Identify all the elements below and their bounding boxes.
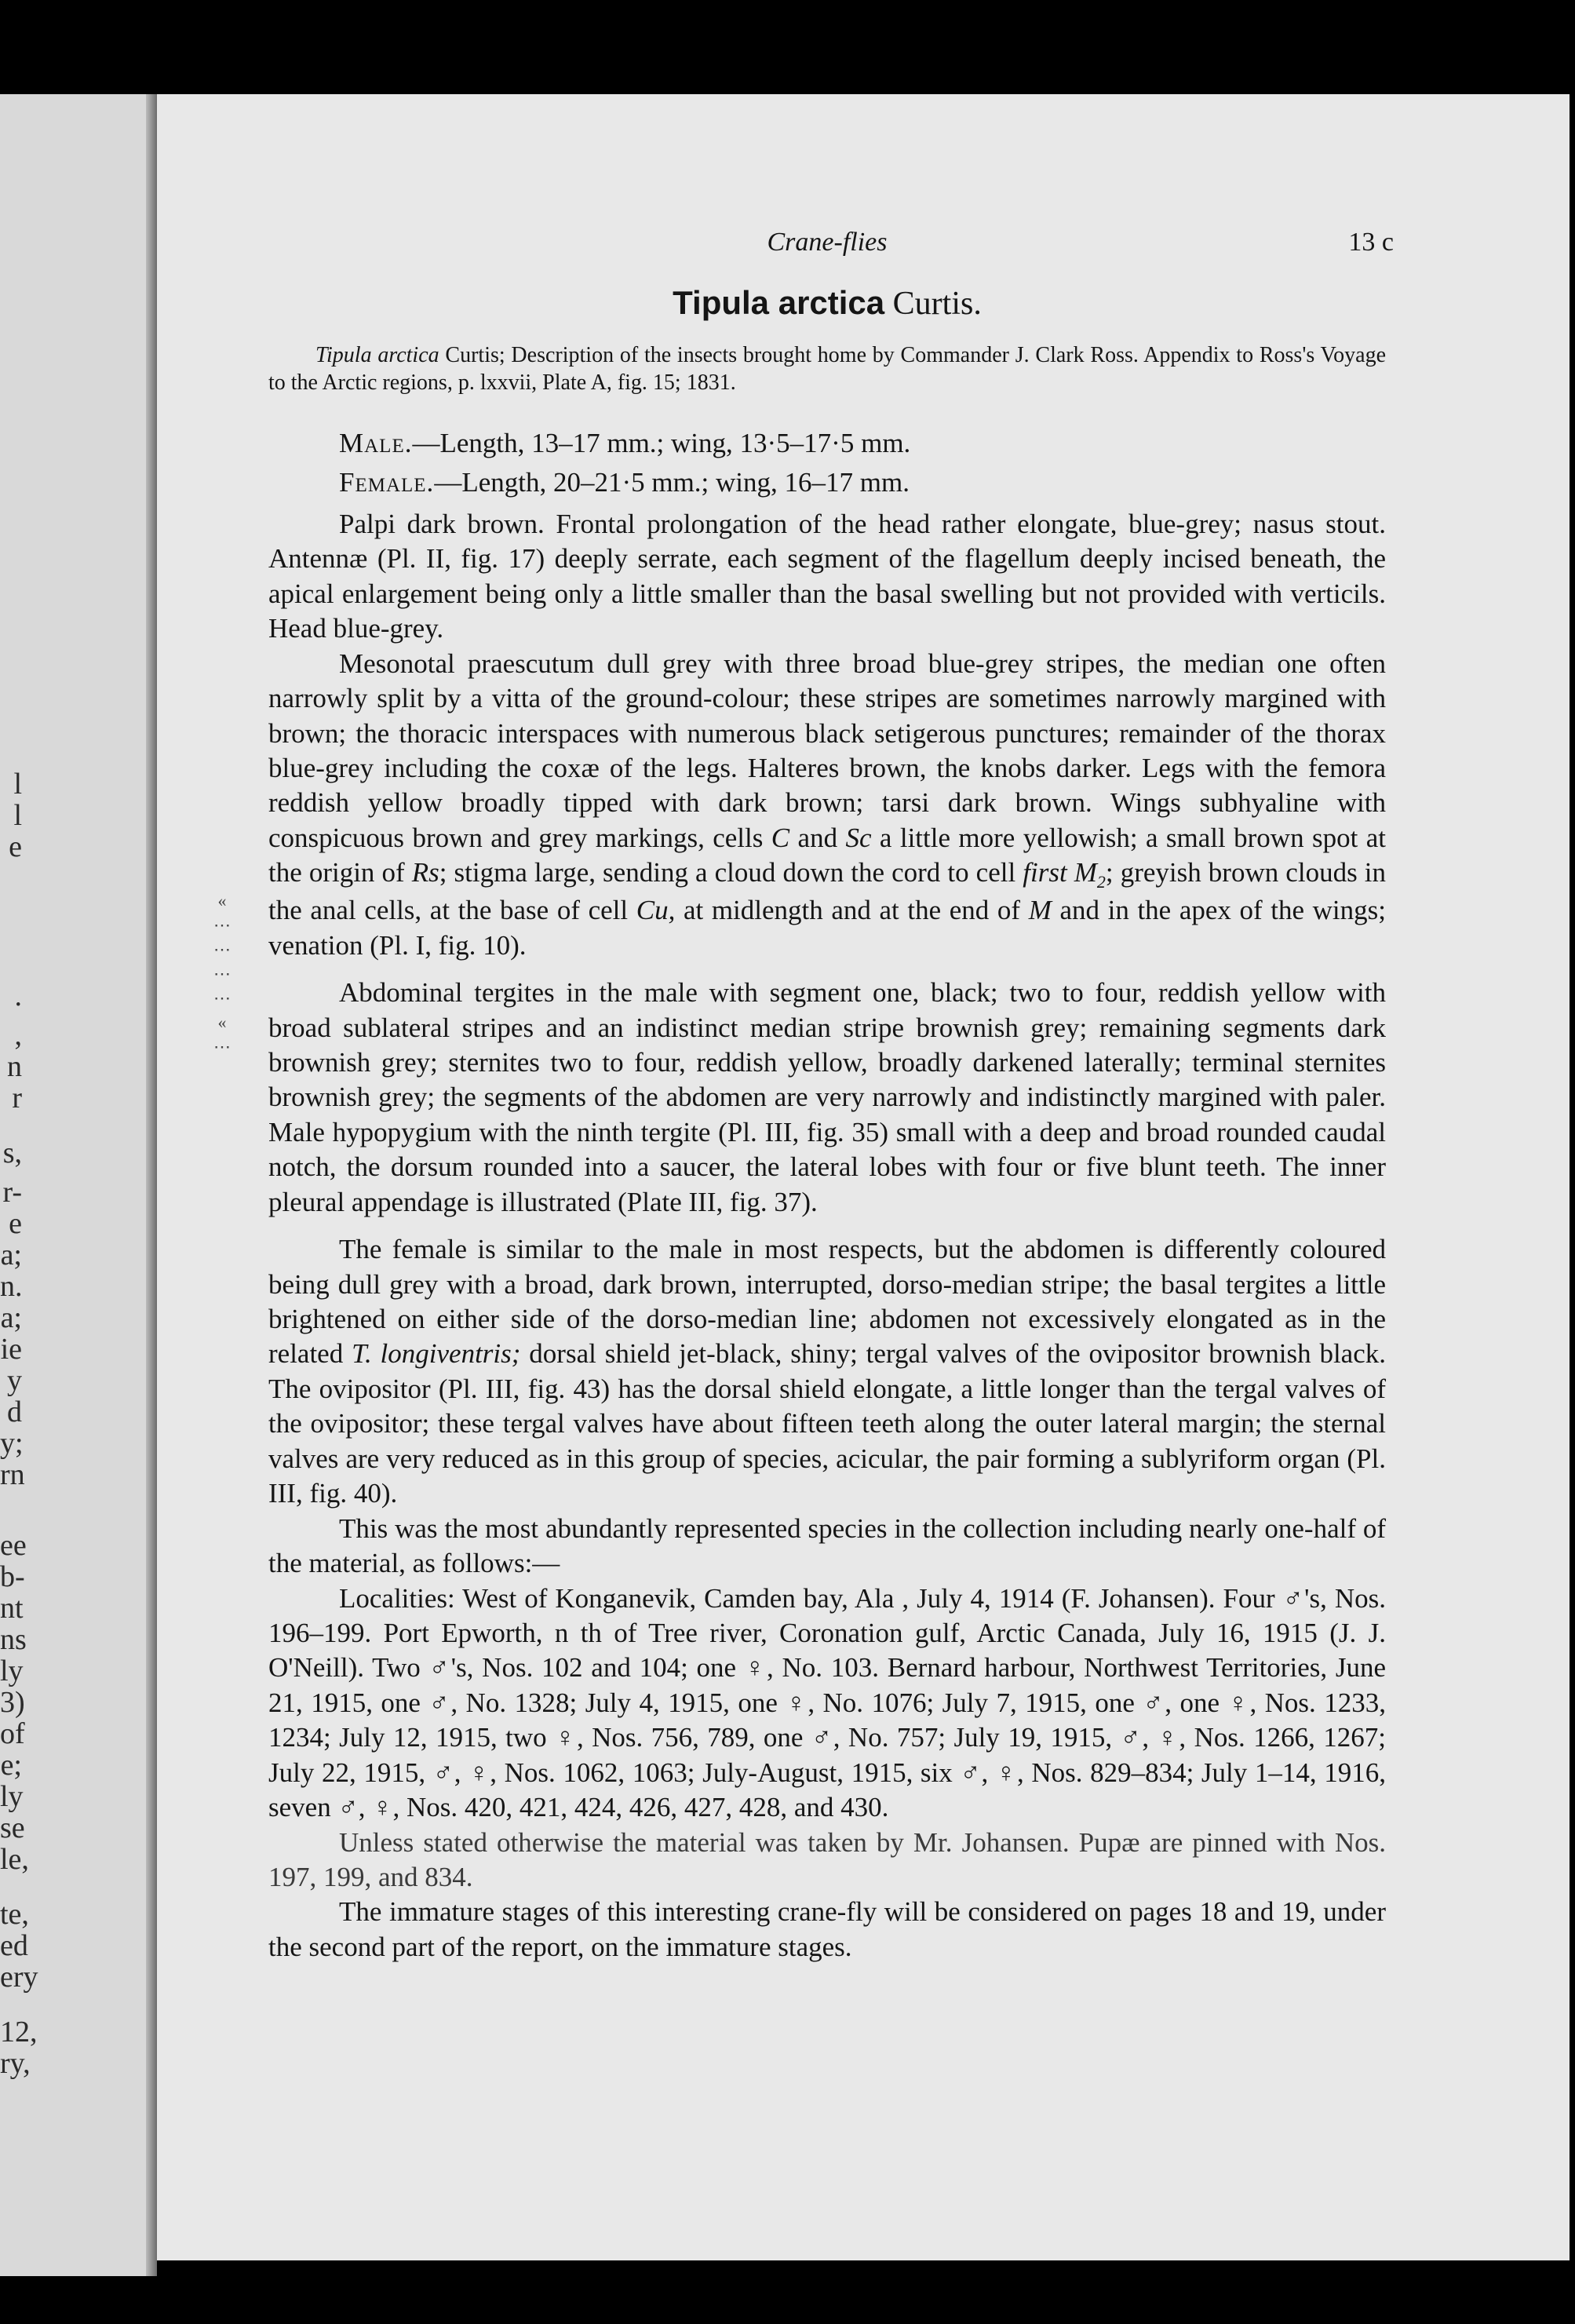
species-name: Tipula arctica	[673, 284, 885, 321]
margin-mark: ⋯	[213, 964, 229, 983]
left-page-fragment: d	[7, 1395, 22, 1428]
margin-mark: ⋯	[213, 988, 229, 1008]
left-page-fragment: ns	[0, 1623, 27, 1656]
left-page-fragment: l	[13, 768, 22, 801]
left-page-fragment: se	[0, 1811, 25, 1844]
citation-text: Curtis; Description of the insects brought home by Commander J. Clark Ross. Appendix to Ross's Voyage to the Arctic regions, p. lxxvii, Plate A, fig. 15; 1831.	[268, 343, 1387, 395]
male-label: Male.	[339, 428, 413, 458]
left-page-fragment: ly	[0, 1780, 24, 1813]
left-page-fragment: a;	[0, 1301, 22, 1334]
left-page-fragment: 12,	[0, 2016, 38, 2049]
left-page-fragment: nt	[0, 1592, 24, 1625]
female-text: —Length, 20–21·5 mm.; wing, 16–17 mm.	[434, 467, 910, 498]
left-page-fragment: b-	[0, 1560, 25, 1593]
margin-mark: «	[217, 1012, 225, 1032]
left-page-fragment: le,	[0, 1843, 29, 1876]
left-page-fragment: te,	[0, 1898, 29, 1931]
page	[157, 94, 1570, 2260]
paragraph-immature-stages: The immature stages of this interesting crane-fly will be considered on pages 18 and 19, under the second part of the report, on the immature stages.	[268, 1896, 1386, 1962]
left-page-fragment: ie	[0, 1333, 22, 1366]
left-page-fragment: r-	[2, 1176, 22, 1209]
left-page-fragment: ry,	[0, 2047, 31, 2080]
left-page-fragment: y;	[0, 1427, 24, 1460]
left-page-fragment: e	[9, 1207, 22, 1240]
male-text: —Length, 13–17 mm.; wing, 13·5–17·5 mm.	[412, 428, 911, 458]
species-heading	[268, 284, 1386, 323]
paragraph-collector: Unless stated otherwise the material was taken by Mr. Johansen. Pupæ are pinned with Nos. 197, 199, and 834.	[268, 1826, 1386, 1892]
paragraph-head: Palpi dark brown. Frontal prolongation of the head rather elongate, blue-grey; nasus stout. Antennæ (Pl. II, fig. 17) deeply serrate, each segment of the flagellum deeply incised beneath, the apical enlargement being only a little smaller than the basal swelling but not provided with verticils. Head blue-grey.	[268, 508, 1386, 644]
left-page-fragment: y	[7, 1364, 22, 1397]
left-page-fragment: ery	[0, 1961, 38, 1994]
left-page-fragment: .	[14, 980, 22, 1012]
left-page-fragment: a;	[0, 1239, 22, 1271]
species-author: Curtis.	[892, 286, 982, 322]
margin-mark: ⋯	[213, 1037, 229, 1056]
citation	[268, 341, 1386, 396]
left-page-fragment: s,	[2, 1136, 22, 1169]
paragraph-thorax-wings: Mesonotal praescutum dull grey with three broad blue-grey stripes, the median one often narrowly split by a vitta of the ground-colour; these stripes are sometimes narrowly margined with brown; the thoracic interspaces with numerous black setigerous punctures; remainder of the thorax blue-grey including the coxæ of the legs. Halteres brown, the knobs darker. Legs with the femora reddish yellow broadly tipped with dark brown; tarsi dark brown. Wings subhyaline with conspicuous brown and grey markings, cells C and Sc a little more yellowish; a small brown spot at the origin of Rs; stigma large, sending a cloud down the cord to cell first $M_2$; greyish brown clouds in the anal cells, at the base of cell Cu, at midlength and at the end of M and in the apex of the wings; venation (Pl. I, fig. 10).	[268, 648, 1386, 961]
left-page-fragment: n.	[0, 1270, 23, 1303]
female-label: Female.	[339, 467, 435, 498]
left-page-fragment: rn	[0, 1458, 25, 1491]
left-page-fragment: 3)	[0, 1686, 25, 1719]
left-page-fragment: n	[7, 1050, 22, 1083]
margin-mark: ⋯	[213, 939, 229, 959]
book-gutter	[146, 94, 157, 2276]
paragraph-abdomen-male: Abdominal tergites in the male with segment one, black; two to four, reddish yellow with broad sublateral stripes and an indistinct median stripe brownish grey; remaining segments dark brownish grey; sternites two to four, reddish yellow, broadly darkened laterally; terminal sternites brownish grey; the segments of the abdomen are very narrowly and indistinctly margined with paler. Male hypopygium with the ninth tergite (Pl. III, fig. 35) small with a deep and broad rounded caudal notch, the dorsum rounded into a saucer, the lateral lobes with four or five blunt teeth. The inner pleural appendage is illustrated (Plate III, fig. 37).	[268, 977, 1386, 1217]
left-page-fragment: e	[9, 830, 22, 863]
margin-mark: ⋯	[213, 915, 229, 935]
page-content	[213, 228, 1394, 1965]
paragraph-abundance: This was the most abundantly represented species in the collection including nearly one-half of the material, as follows:—	[268, 1512, 1386, 1579]
left-page-fragment: ,	[14, 1019, 22, 1052]
left-page-fragment: ed	[0, 1929, 28, 1962]
left-page-fragment: of	[0, 1717, 25, 1750]
left-page-fragment: r	[12, 1082, 22, 1115]
paragraph-localities: Localities: West of Konganevik, Camden bay, Ala , July 4, 1914 (F. Johansen). Four ♂'s, Nos. 196–199. Port Epworth, n th of Tree river, Coronation gulf, Arctic Canada, July 16, 1915 (J. J. O'Neill). Two ♂'s, Nos. 102 and 104; one ♀, No. 103. Bernard harbour, Northwest Territories, June 21, 1915, one ♂, No. 1328; July 4, 1915, one ♀, No. 1076; July 7, 1915, one ♂, one ♀, Nos. 1233, 1234; July 12, 1915, two ♀, Nos. 756, 789, one ♂, No. 757; July 19, 1915, ♂, ♀, Nos. 1266, 1267; July 22, 1915, ♂, ♀, Nos. 1062, 1063; July-August, 1915, six ♂, ♀, Nos. 829–834; July 1–14, 1916, seven ♂, ♀, Nos. 420, 421, 424, 426, 427, 428, and 430.	[268, 1582, 1386, 1823]
margin-mark: «	[217, 891, 225, 910]
female-measurements	[268, 465, 1386, 500]
male-measurements	[268, 426, 1386, 461]
left-page-fragment: ly	[0, 1655, 24, 1687]
running-title: Crane-flies	[767, 228, 888, 257]
page-number: 13 c	[1348, 228, 1394, 257]
left-page-fragment: e;	[0, 1749, 22, 1782]
running-header	[268, 228, 1394, 275]
paragraph-female: The female is similar to the male in most respects, but the abdomen is differently coloured being dull grey with a broad, dark brown, interrupted, dorso-median stripe; the basal tergites a little brightened on either side of the dorso-median line; abdomen not excessively elongated as in the related T. longiventris; dorsal shield jet-black, shiny; tergal valves of the ovipositor brownish black. The ovipositor (Pl. III, fig. 43) has the dorsal shield elongate, a little longer than the tergal valves of the ovipositor; these tergal valves have about fifteen teeth along the outer lateral margin; the sternal valves are very reduced as in this group of species, acicular, the pair forming a sublyriform organ (Pl. III, fig. 40).	[268, 1234, 1386, 1509]
citation-species: Tipula arctica	[315, 343, 439, 367]
left-page-fragment: l	[13, 799, 22, 832]
left-page-fragment: ee	[0, 1529, 27, 1562]
left-page-strip	[0, 94, 157, 2276]
